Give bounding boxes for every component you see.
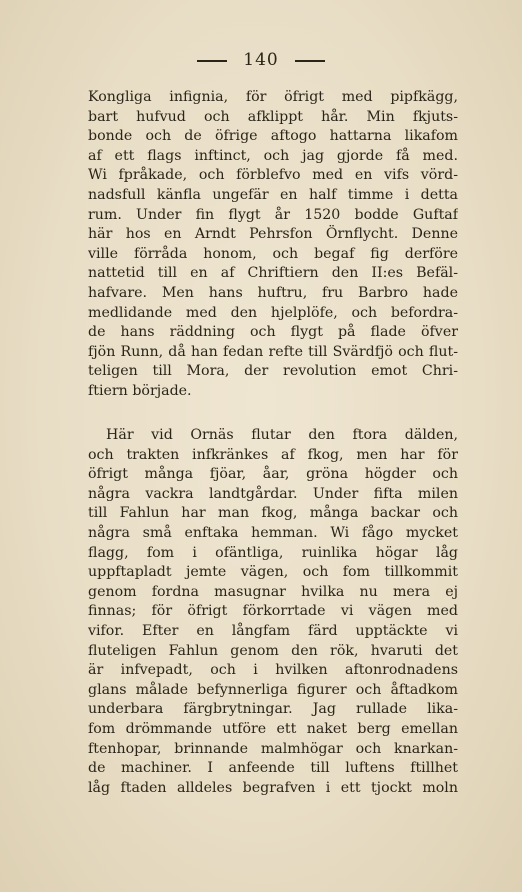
text-line: fjön Runn, då han fedan refte till Svärdfjö och flut- bbox=[88, 343, 458, 360]
text-line: genom fordna masugnar hvilka nu mera ej bbox=[88, 583, 458, 600]
page-header bbox=[0, 50, 522, 70]
text-line: underbara färgbrytningar. Jag rullade lika- bbox=[88, 701, 458, 718]
text-line: några vackra landtgårdar. Under fifta milen bbox=[88, 485, 458, 502]
text-line: medlidande med den hjelplöfe, och befordra- bbox=[88, 304, 458, 321]
paragraph-1 bbox=[88, 88, 458, 402]
text-line: glans målade befynnerliga figurer och åftadkom bbox=[88, 681, 458, 698]
text-line: nattetid till en af Chriftiern den II:es Befäl- bbox=[88, 265, 458, 282]
text-line: till Fahlun har man fkog, många backar och bbox=[88, 505, 458, 522]
text-line: bart hufvud och afklippt hår. Min fkjuts- bbox=[88, 108, 458, 125]
text-line: af ett flags inftinct, och jag gjorde få med. bbox=[88, 147, 458, 164]
text-line: är infvepadt, och i hvilken aftonrodnadens bbox=[88, 662, 458, 679]
text-line: de machiner. I anfeende till luftens ftillhet bbox=[88, 760, 458, 777]
text-line: de hans räddning och flygt på flade öfver bbox=[88, 324, 458, 341]
text-line: Här vid Ornäs flutar den ftora dälden, bbox=[106, 427, 458, 443]
text-line: ftenhopar, brinnande malmhögar och knarkan- bbox=[88, 740, 458, 757]
text-line: ftiern började. bbox=[88, 382, 192, 399]
text-line: öfrigt många fjöar, åar, gröna högder och bbox=[88, 466, 458, 483]
paragraph-2 bbox=[88, 426, 458, 798]
text-line: nadsfull känfla ungefär en half timme i detta bbox=[88, 186, 458, 203]
page-number: 140 bbox=[243, 50, 279, 70]
header-dash-right bbox=[295, 60, 325, 62]
text-line: låg ftaden alldeles begrafven i ett tjockt moln bbox=[88, 779, 458, 796]
text-line: vifor. Efter en långfam färd upptäckte vi bbox=[88, 622, 458, 639]
text-line: teligen till Mora, der revolution emot Chri- bbox=[88, 363, 458, 380]
text-line: några små enftaka hemman. Wi fågo mycket bbox=[88, 524, 458, 541]
header-dash-left bbox=[197, 60, 227, 62]
text-line: flagg, fom i ofäntliga, ruinlika högar låg bbox=[88, 544, 458, 561]
text-line: finnas; för öfrigt förkorrtade vi vägen med bbox=[88, 603, 458, 620]
text-line: fom drömmande utföre ett naket berg emellan bbox=[88, 720, 458, 737]
text-line: och trakten infkränkes af fkog, men har för bbox=[88, 446, 458, 463]
text-line: rum. Under fin flygt år 1520 bodde Guftaf bbox=[88, 206, 458, 223]
text-line: fluteligen Fahlun genom den rök, hvaruti det bbox=[88, 642, 458, 659]
text-line: här hos en Arndt Pehrsfon Örnflycht. Denne bbox=[88, 226, 458, 243]
text-line: uppftapladt jemte vägen, och fom tillkommit bbox=[88, 564, 458, 581]
text-line: ville förråda honom, och begaf fig derföre bbox=[88, 245, 458, 262]
text-line: Kongliga infignia, för öfrigt med pipfkägg, bbox=[88, 89, 458, 105]
text-line: Wi fpråkade, och förblefvo med en vifs vörd- bbox=[88, 167, 458, 184]
text-line: hafvare. Men hans huftru, fru Barbro hade bbox=[88, 284, 458, 301]
text-line: bonde och de öfrige aftogo hattarna likafom bbox=[88, 128, 458, 145]
